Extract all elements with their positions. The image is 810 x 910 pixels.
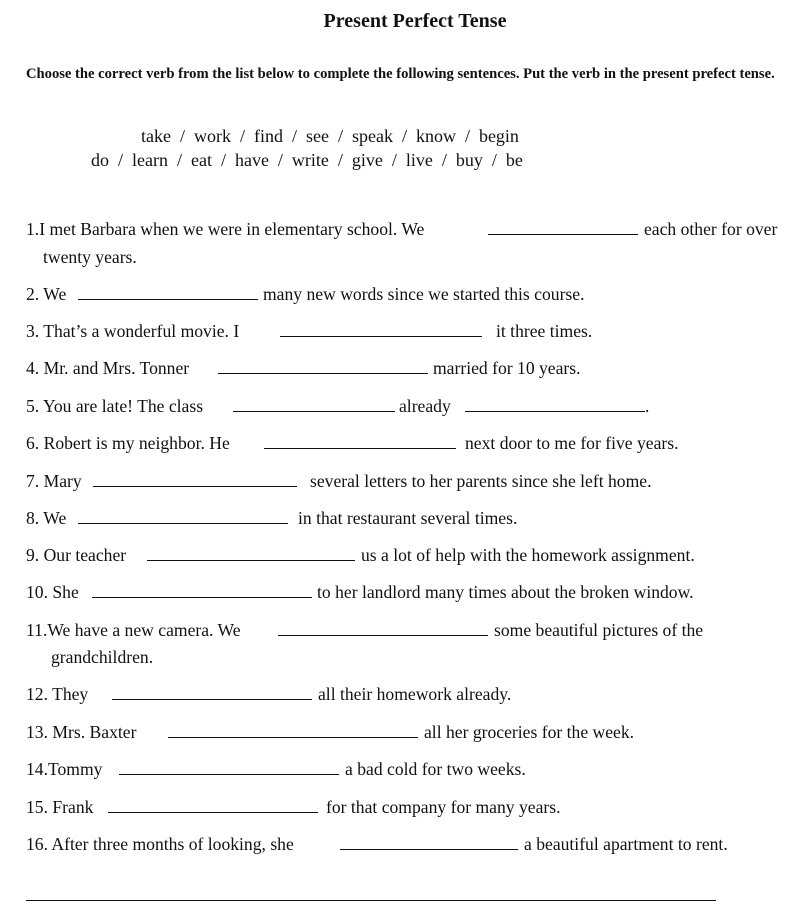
question-9-text-before: 9. Our teacher xyxy=(26,545,127,565)
verb-list-row-1: take / work / find / see / speak / know / begin xyxy=(141,126,519,146)
question-4-blank[interactable] xyxy=(218,373,428,374)
question-14-text-before: 14.Tommy xyxy=(26,759,103,779)
question-12-text-before: 12. They xyxy=(26,684,89,704)
question-13-text-after: all her groceries for the week. xyxy=(424,722,635,742)
question-16-text-after: a beautiful apartment to rent. xyxy=(524,834,728,854)
question-2-text-after: many new words since we started this course. xyxy=(263,284,585,304)
question-4-text-before: 4. Mr. and Mrs. Tonner xyxy=(26,358,190,378)
question-1-text-before: 1.I met Barbara when we were in elementary school. We xyxy=(26,219,425,239)
question-1-blank[interactable] xyxy=(488,234,638,235)
question-11-blank[interactable] xyxy=(278,635,488,636)
question-12-text-after: all their homework already. xyxy=(318,684,512,704)
question-3-blank[interactable] xyxy=(280,336,482,337)
question-10-text-before: 10. She xyxy=(26,582,79,602)
question-5-text-middle: already xyxy=(399,396,451,416)
question-5-text-before: 5. You are late! The class xyxy=(26,396,204,416)
question-14-text-after: a bad cold for two weeks. xyxy=(345,759,526,779)
question-15-blank[interactable] xyxy=(108,812,318,813)
question-5-blank-1[interactable] xyxy=(233,411,395,412)
question-10-text-after: to her landlord many times about the broken window. xyxy=(317,582,694,602)
question-13-text-before: 13. Mrs. Baxter xyxy=(26,722,137,742)
page-title: Present Perfect Tense xyxy=(323,10,507,32)
question-8-blank[interactable] xyxy=(78,523,288,524)
question-7-blank[interactable] xyxy=(93,486,297,487)
question-1-text-after: each other for over xyxy=(644,219,778,239)
question-2-blank[interactable] xyxy=(78,299,258,300)
bottom-divider xyxy=(26,900,716,901)
question-16-text-before: 16. After three months of looking, she xyxy=(26,834,294,854)
question-10-blank[interactable] xyxy=(92,597,312,598)
question-4-text-after: married for 10 years. xyxy=(433,358,581,378)
question-6-text-after: next door to me for five years. xyxy=(465,433,679,453)
question-2-text-before: 2. We xyxy=(26,284,67,304)
question-8-text-before: 8. We xyxy=(26,508,67,528)
question-8-text-after: in that restaurant several times. xyxy=(298,508,518,528)
question-9-blank[interactable] xyxy=(147,560,355,561)
question-7-text-before: 7. Mary xyxy=(26,471,82,491)
question-6-blank[interactable] xyxy=(264,448,456,449)
question-5-period: . xyxy=(645,396,650,416)
question-13-blank[interactable] xyxy=(168,737,418,738)
question-15-text-before: 15. Frank xyxy=(26,797,94,817)
question-9-text-after: us a lot of help with the homework assignment. xyxy=(361,545,695,565)
question-11-continuation: grandchildren. xyxy=(51,647,154,667)
instructions: Choose the correct verb from the list below to complete the following sentences. Put the verb in the present prefect tense. xyxy=(26,66,775,82)
question-6-text-before: 6. Robert is my neighbor. He xyxy=(26,433,230,453)
verb-list-row-2: do / learn / eat / have / write / give / live / buy / be xyxy=(91,150,523,170)
question-7-text-after: several letters to her parents since she left home. xyxy=(310,471,652,491)
question-3-text-before: 3. That’s a wonderful movie. I xyxy=(26,321,240,341)
question-15-text-after: for that company for many years. xyxy=(326,797,561,817)
question-11-text-after: some beautiful pictures of the xyxy=(494,620,704,640)
question-11-text-before: 11.We have a new camera. We xyxy=(26,620,241,640)
question-12-blank[interactable] xyxy=(112,699,312,700)
question-3-text-after: it three times. xyxy=(496,321,593,341)
question-16-blank[interactable] xyxy=(340,849,518,850)
question-14-blank[interactable] xyxy=(119,774,339,775)
question-1-continuation: twenty years. xyxy=(43,247,137,267)
question-5-blank-2[interactable] xyxy=(465,411,645,412)
